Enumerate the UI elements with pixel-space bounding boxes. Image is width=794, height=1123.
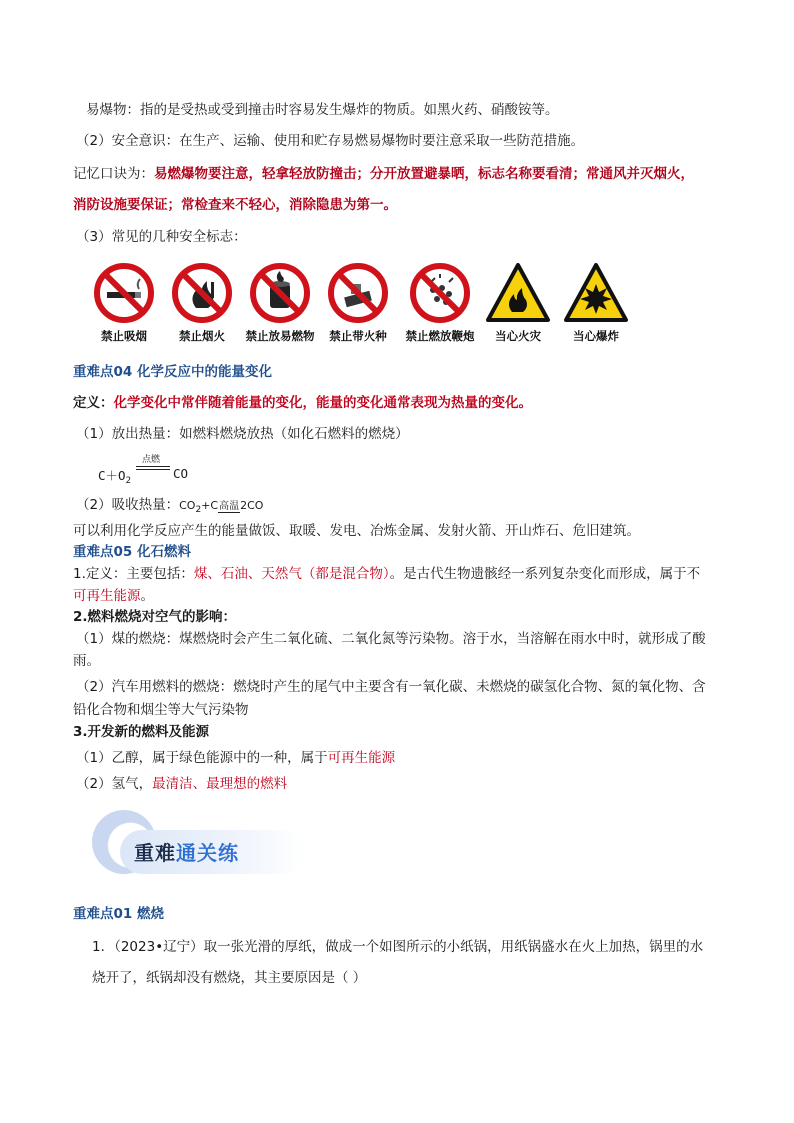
- equation-lhs: [98, 466, 131, 486]
- eq2-plus: +C: [201, 499, 219, 512]
- equation-rhs: CO: [173, 466, 189, 481]
- no-flammables-icon: [249, 262, 311, 324]
- eq2-condition-wrap: [218, 495, 240, 517]
- def05-red2: 可再生能源: [73, 588, 141, 604]
- eq2-left: CO: [179, 499, 196, 512]
- sign-fire-warning: [478, 262, 558, 346]
- equation-lhs-text: C＋O: [98, 468, 126, 483]
- sign-label: 禁止带火种: [329, 329, 387, 343]
- mnemonic-lead: 记忆口诀为：: [73, 166, 154, 182]
- banner-title: [134, 837, 239, 866]
- banner-title-part1: 重难: [134, 841, 176, 865]
- ethanol-line: [76, 748, 395, 768]
- safety-awareness: （2）安全意识：在生产、运输、使用和贮存易燃易爆物时要注意采取一些防范措施。: [76, 133, 585, 149]
- ethanol-red: 可再生能源: [327, 750, 396, 766]
- hydrogen-red: 最清洁、最理想的燃料: [152, 776, 288, 792]
- definition-04: [73, 393, 532, 413]
- eq2-condition: 高温: [219, 501, 240, 512]
- explosion-warning-icon: [563, 262, 629, 324]
- def05-lead: 1.定义：主要包括：: [73, 566, 194, 582]
- sign-no-firecrackers: [400, 262, 480, 346]
- car-line-1: （2）汽车用燃料的燃烧：燃烧时产生的尾气中主要含有一氧化碳、未燃烧的碳氢化合物、氮的氧化物、含: [76, 679, 706, 695]
- equation-c-o2: [98, 452, 208, 486]
- sign-label: 禁止烟火: [179, 329, 225, 343]
- sign-label: 当心火灾: [495, 329, 541, 343]
- mnemonic-text-1: 易燃爆物要注意，轻拿轻放防撞击；分开放置避暴晒，标志名称要看清；常通风并灭烟火，: [154, 166, 694, 182]
- equation-bar-bottom: [136, 469, 170, 470]
- air-impact-heading: 2.燃料燃烧对空气的影响：: [73, 609, 237, 625]
- absorb-heat: [76, 495, 263, 520]
- mnemonic-line-1: [73, 164, 694, 184]
- banner-title-part2: 通关练: [176, 841, 239, 865]
- section-heading-05: 重难点05 化石燃料: [73, 544, 191, 560]
- new-energy-heading: 3.开发新的燃料及能源: [73, 724, 210, 740]
- sign-no-flammables: [240, 262, 320, 346]
- release-heat: （1）放出热量：如燃料燃烧放热（如化石燃料的燃烧）: [76, 426, 409, 442]
- sign-no-fire: [162, 262, 242, 346]
- definition-body: 化学变化中常伴随着能量的变化，能量的变化通常表现为热量的变化。: [113, 395, 532, 411]
- safety-signs-heading: （3）常见的几种安全标志：: [76, 229, 247, 245]
- question-1-line-1: 1．（2023•辽宁）取一张光滑的厚纸，做成一个如图所示的小纸锅，用纸锅盛水在火上加热，锅里的水: [92, 939, 704, 955]
- section-heading-01: 重难点01 燃烧: [73, 906, 164, 922]
- hydrogen-line: [76, 774, 287, 794]
- equation-condition: 点燃: [142, 455, 161, 465]
- def05-mid: 。是古代生物遗骸经一系列复杂变化而形成，属于不: [389, 566, 701, 582]
- eq2-sub: 2: [195, 505, 202, 515]
- safety-signs-row: [84, 262, 644, 346]
- explosives-definition: 易爆物：指的是受热或受到撞击时容易发生爆炸的物质。如黑火药、硝酸铵等。: [86, 102, 559, 118]
- sign-label: 禁止燃放鞭炮: [405, 329, 475, 343]
- no-smoking-icon: [93, 262, 155, 324]
- eq2-right: 2CO: [240, 499, 264, 512]
- absorb-heat-lead: （2）吸收热量：: [76, 497, 180, 513]
- def05-red1: 煤、石油、天然气（都是混合物）: [193, 566, 390, 582]
- question-1-line-2: 烧开了，纸锅却没有燃烧，其主要原因是（ ）: [92, 970, 367, 986]
- equation-bar-top: [136, 466, 170, 467]
- definition-05-line-1: [73, 564, 700, 584]
- sign-label: 禁止放易燃物: [245, 329, 315, 343]
- hydrogen-lead: （2）氢气，: [76, 776, 153, 792]
- sign-no-smoking: [84, 262, 164, 346]
- ethanol-lead: （1）乙醇，属于绿色能源中的一种，属于: [76, 750, 328, 766]
- sign-explosion-warning: [556, 262, 636, 346]
- definition-lead: 定义：: [73, 395, 114, 411]
- coal-line-2: 雨。: [73, 653, 100, 669]
- practice-banner: [92, 810, 292, 880]
- energy-uses: 可以利用化学反应产生的能量做饭、取暖、发电、冶炼金属、发射火箭、开山炸石、危旧建筑。: [73, 523, 640, 539]
- no-fire-icon: [171, 262, 233, 324]
- no-firecrackers-icon: [409, 262, 471, 324]
- equation-lhs-sub: 2: [125, 476, 131, 486]
- no-lighter-icon: [327, 262, 389, 324]
- sign-label: 禁止吸烟: [101, 329, 147, 343]
- def05-end: 。: [140, 588, 154, 604]
- mnemonic-line-2: 消防设施要保证；常检查来不轻心，消除隐患为第一。: [73, 197, 397, 213]
- definition-05-line-2: [73, 586, 154, 606]
- section-heading-04: 重难点04 化学反应中的能量变化: [73, 364, 272, 380]
- sign-no-lighter: [318, 262, 398, 346]
- coal-line-1: （1）煤的燃烧：煤燃烧时会产生二氧化硫、二氧化氮等污染物。溶于水，当溶解在雨水中时，就形成了酸: [76, 631, 706, 647]
- fire-warning-icon: [485, 262, 551, 324]
- sign-label: 当心爆炸: [573, 329, 619, 343]
- car-line-2: 铅化合物和烟尘等大气污染物: [73, 702, 249, 718]
